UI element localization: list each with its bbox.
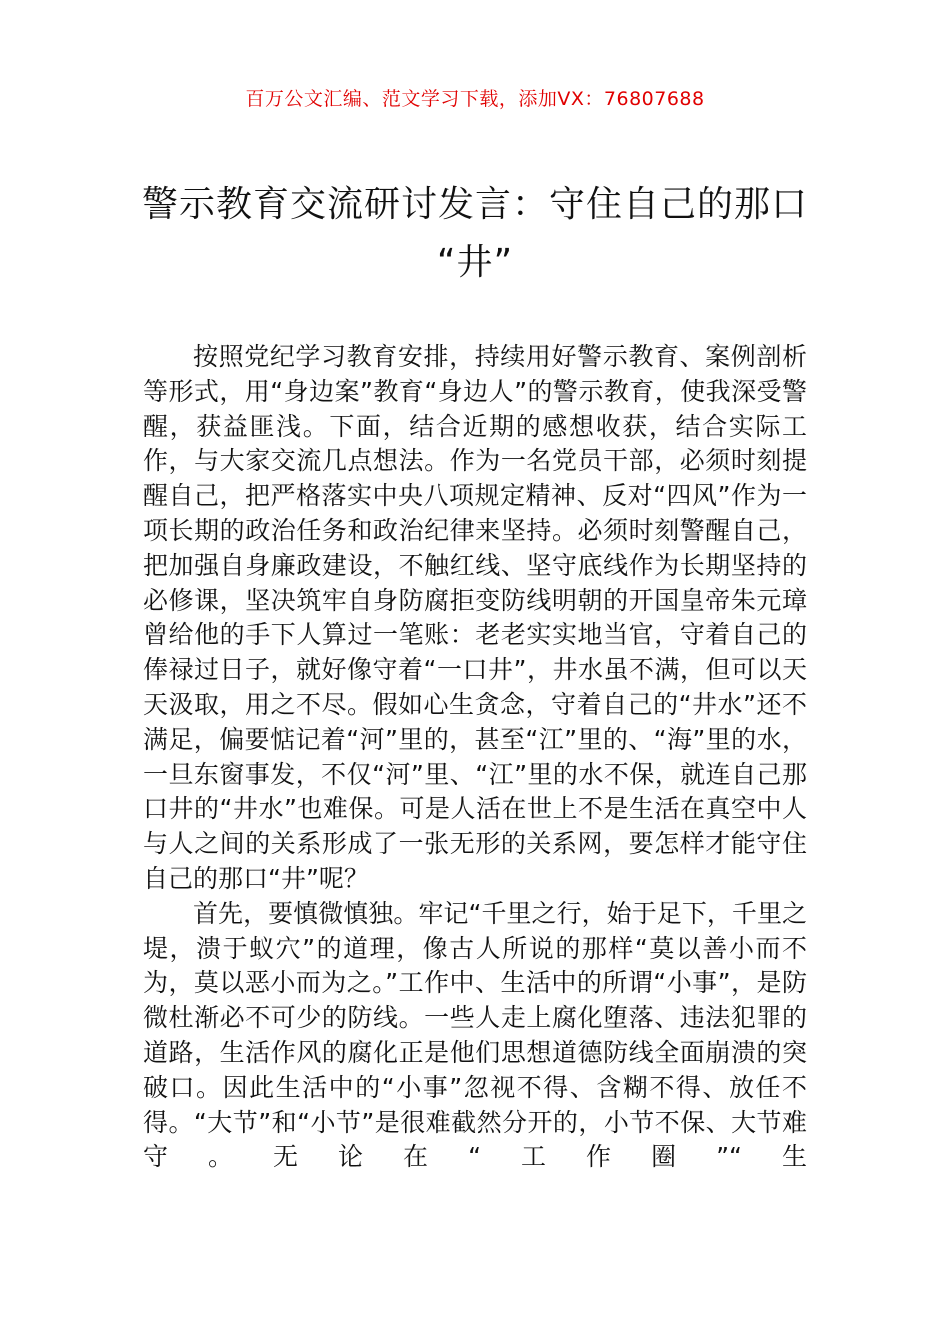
- red-header-banner: 百万公文汇编、范文学习下载，添加VX：76807688: [245, 88, 705, 110]
- title-line-2: “井”: [436, 242, 514, 283]
- paragraph-2: 首先，要慎微慎独。牢记“千里之行，始于足下，千里之堤，溃于蚁穴”的道理，像古人所说的那样“莫以善小而不为，莫以恶小而为之。”工作中、生活中的所谓“小事”，是防微杜渐必不可少的防线。一些人走上腐化堕落、违法犯罪的道路，生活作风的腐化正是他们思想道德防线全面崩溃的突破口。因此生活中的“小事”忽视不得、含糊不得、放任不得。“大节”和“小节”是很难截然分开的，小节不保、大节难守。无论在“工作圈”“生: [143, 898, 807, 1172]
- paragraph-1: 按照党纪学习教育安排，持续用好警示教育、案例剖析等形式，用“身边案”教育“身边人”的警示教育，使我深受警醒，获益匪浅。下面，结合近期的感想收获，结合实际工作，与大家交流几点想法。作为一名党员干部，必须时刻提醒自己，把严格落实中央八项规定精神、反对“四风”作为一项长期的政治任务和政治纪律来坚持。必须时刻警醒自己，把加强自身廉政建设，不触红线、坚守底线作为长期坚持的必修课，坚决筑牢自身防腐拒变防线明朝的开国皇帝朱元璋曾给他的手下人算过一笔账：老老实实地当官，守着自己的俸禄过日子，就好像守着“一口井”，井水虽不满，但可以天天汲取，用之不尽。假如心生贪念，守着自己的“井水”还不满足，偏要惦记着“河”里的，甚至“江”里的、“海”里的水，一旦东窗事发，不仅“河”里、“江”里的水不保，就连自己那口井的“井水”也难保。可是人活在世上不是生活在真空中人与人之间的关系形成了一张无形的关系网，要怎样才能守住自己的那口“井”呢？: [143, 342, 807, 893]
- title-line-1: 警示教育交流研讨发言：守住自己的那口: [141, 184, 808, 225]
- document-title: [110, 176, 840, 292]
- document-body: [143, 340, 807, 1175]
